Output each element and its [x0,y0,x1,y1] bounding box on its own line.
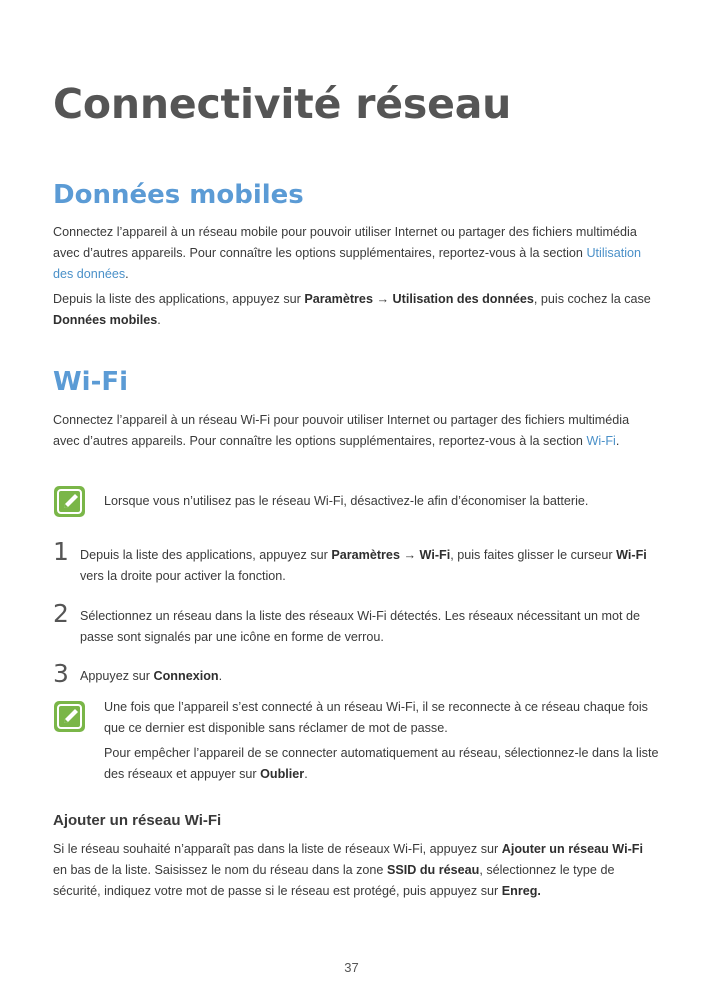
wifi-intro-text: Connectez l’appareil à un réseau Wi-Fi pour pouvoir utiliser Internet ou partager des fichiers multimédia avec d’autres appareils. Pour connaître les options supplémentaires, reportez-vous à la section [53,413,630,448]
instruction-text: , sélectionnez le type de sécurité, indiquez votre mot de passe si le réseau est protégé, puis appuyez sur [53,863,615,898]
instruction-text: , puis cochez la case [533,292,651,306]
button-add-network-label: Ajouter un réseau Wi-Fi [501,842,643,856]
menu-wifi-label: Wi-Fi [419,548,451,562]
option-mobile-data-label: Données mobiles [53,313,158,327]
note-text: Pour empêcher l’appareil de se connecter automatiquement au réseau, sélectionnez-le dans la liste des réseaux et appuyer sur [104,746,659,781]
note-battery: Lorsque vous n’utilisez pas le réseau Wi-Fi, désactivez-le afin d’économiser la batterie. [104,494,589,508]
arrow-separator: → [372,292,393,306]
link-wifi[interactable]: Wi-Fi [586,434,616,448]
step-number-3: 3 [53,659,69,688]
section-title-mobile-data: Données mobiles [53,180,304,210]
punctuation: . [304,767,308,781]
add-network-instructions [53,839,649,902]
punctuation: . [157,313,161,327]
instruction-text: Si le réseau souhaité n’apparaît pas dans la liste de réseaux Wi-Fi, appuyez sur [53,842,502,856]
subsection-title-add-network: Ajouter un réseau Wi-Fi [53,812,222,829]
button-forget-label: Oublier [260,767,305,781]
instruction-text: vers la droite pour activer la fonction. [80,569,286,583]
button-connect-label: Connexion [153,669,219,683]
mobile-data-instructions [53,289,653,331]
step-number-2: 2 [53,599,69,628]
instruction-text: Depuis la liste des applications, appuyez sur [53,292,305,306]
link-data-usage[interactable]: Utilisation des données [53,246,642,281]
pencil-note-icon [53,700,86,733]
page-number: 37 [344,960,359,975]
punctuation: . [218,669,223,683]
menu-settings-label: Paramètres [304,292,373,306]
note-forget-network [104,743,664,785]
instruction-text: en bas de la liste. Saisissez le nom du réseau dans la zone [53,863,387,877]
step-1-text [80,545,660,587]
step-2-text: Sélectionnez un réseau dans la liste des réseaux Wi-Fi détectés. Les réseaux nécessitant un mot de passe sont signalés par une icône en forme de verrou. [80,609,641,644]
note-auto-reconnect: Une fois que l’appareil s’est connecté à un réseau Wi-Fi, il se reconnecte à ce réseau chaque fois que ce dernier est disponible sans réclamer de mot de passe. [104,700,648,735]
menu-settings-label: Paramètres [331,548,400,562]
wifi-intro [53,410,653,452]
instruction-text: Appuyez sur [80,669,154,683]
field-ssid-label: SSID du réseau [386,863,480,877]
step-number-1: 1 [53,537,69,566]
mobile-data-intro-text: Connectez l’appareil à un réseau mobile pour pouvoir utiliser Internet ou partager des fichiers multimédia avec d’autres appareils. Pour connaître les options supplémentaires, reportez-vous à la section [53,225,637,260]
section-title-wifi: Wi-Fi [53,367,129,397]
wifi-switch-label: Wi-Fi [616,548,647,562]
arrow-separator: → [399,548,420,562]
mobile-data-intro [53,222,653,285]
punctuation: . [615,434,620,448]
menu-data-usage-label: Utilisation des données [392,292,534,306]
punctuation: . [125,267,129,281]
step-3-text [80,666,660,687]
pencil-note-icon [53,485,86,518]
instruction-text: Depuis la liste des applications, appuyez sur [80,548,332,562]
instruction-text: , puis faites glisser le curseur [450,548,617,562]
button-save-label: Enreg. [501,884,541,898]
chapter-title: Connectivité réseau [53,80,512,128]
